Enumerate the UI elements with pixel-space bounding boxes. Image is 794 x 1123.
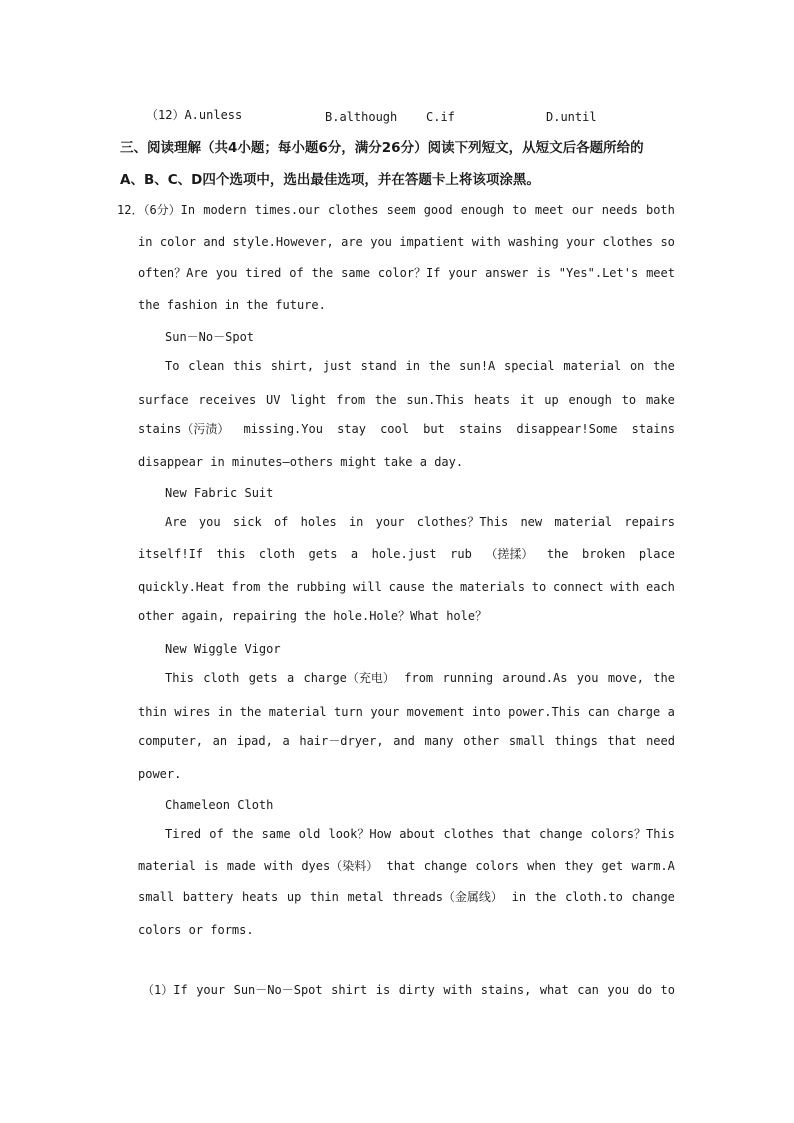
section-heading-line2: A、B、C、D四个选项中，选出最佳选项，并在答题卡上将该项涂黑。 [120, 172, 540, 188]
item-line: disappear in minutes—others might take a day. [138, 455, 464, 469]
option-c: C.if [426, 110, 455, 124]
q12-intro-line1: 12．（6分）In modern times.our clothes seem good enough to meet our needs both [117, 203, 675, 217]
q12-intro-line2: in color and style.However, are you impatient with washing your clothes so [138, 235, 675, 249]
item-line: small battery heats up thin metal threads（金属线） in the cloth.to change [138, 890, 675, 904]
item-line: Tired of the same old look？How about clothes that change colors？This [165, 827, 675, 841]
item-title-new-wiggle-vigor: New Wiggle Vigor [165, 642, 281, 656]
item-line: colors or forms. [138, 923, 254, 937]
sub-question-1: （1）If your Sun－No－Spot shirt is dirty with stains, what can you do to [142, 983, 675, 997]
option-a: （12）A.unless [146, 108, 243, 122]
section-heading-line1: 三、阅读理解（共4小题；每小题6分，满分26分）阅读下列短文，从短文后各题所给的 [120, 140, 644, 156]
item-line: thin wires in the material turn your movement into power.This can charge a [138, 705, 675, 719]
q12-intro-line3: often？Are you tired of the same color？If your answer is "Yes".Let's meet [138, 266, 675, 280]
item-line: This cloth gets a charge（充电） from running around.As you move, the [165, 671, 675, 685]
item-title-chameleon-cloth: Chameleon Cloth [165, 798, 274, 812]
item-line: quickly.Heat from the rubbing will cause the materials to connect with each [138, 580, 675, 594]
item-line: computer, an ipad, a hair－dryer, and many other small things that need [138, 734, 675, 748]
option-d: D.until [546, 110, 597, 124]
item-line: surface receives UV light from the sun.This heats it up enough to make [138, 393, 675, 407]
item-line: power. [138, 767, 182, 781]
item-line: stains（污渍） missing.You stay cool but stains disappear!Some stains [138, 422, 675, 436]
item-title-sun-no-spot: Sun－No－Spot [165, 330, 255, 344]
item-line: Are you sick of holes in your clothes？This new material repairs [165, 515, 675, 529]
item-line: To clean this shirt, just stand in the sun!A special material on the [165, 359, 675, 373]
item-title-new-fabric-suit: New Fabric Suit [165, 486, 274, 500]
item-line: other again, repairing the hole.Hole？What hole？ [138, 609, 488, 623]
item-line: itself!If this cloth gets a hole.just rub （搓揉） the broken place [138, 547, 675, 561]
item-line: material is made with dyes（染料） that change colors when they get warm.A [138, 859, 675, 873]
option-b: B.although [325, 110, 398, 124]
q12-intro-line4: the fashion in the future. [138, 298, 326, 312]
